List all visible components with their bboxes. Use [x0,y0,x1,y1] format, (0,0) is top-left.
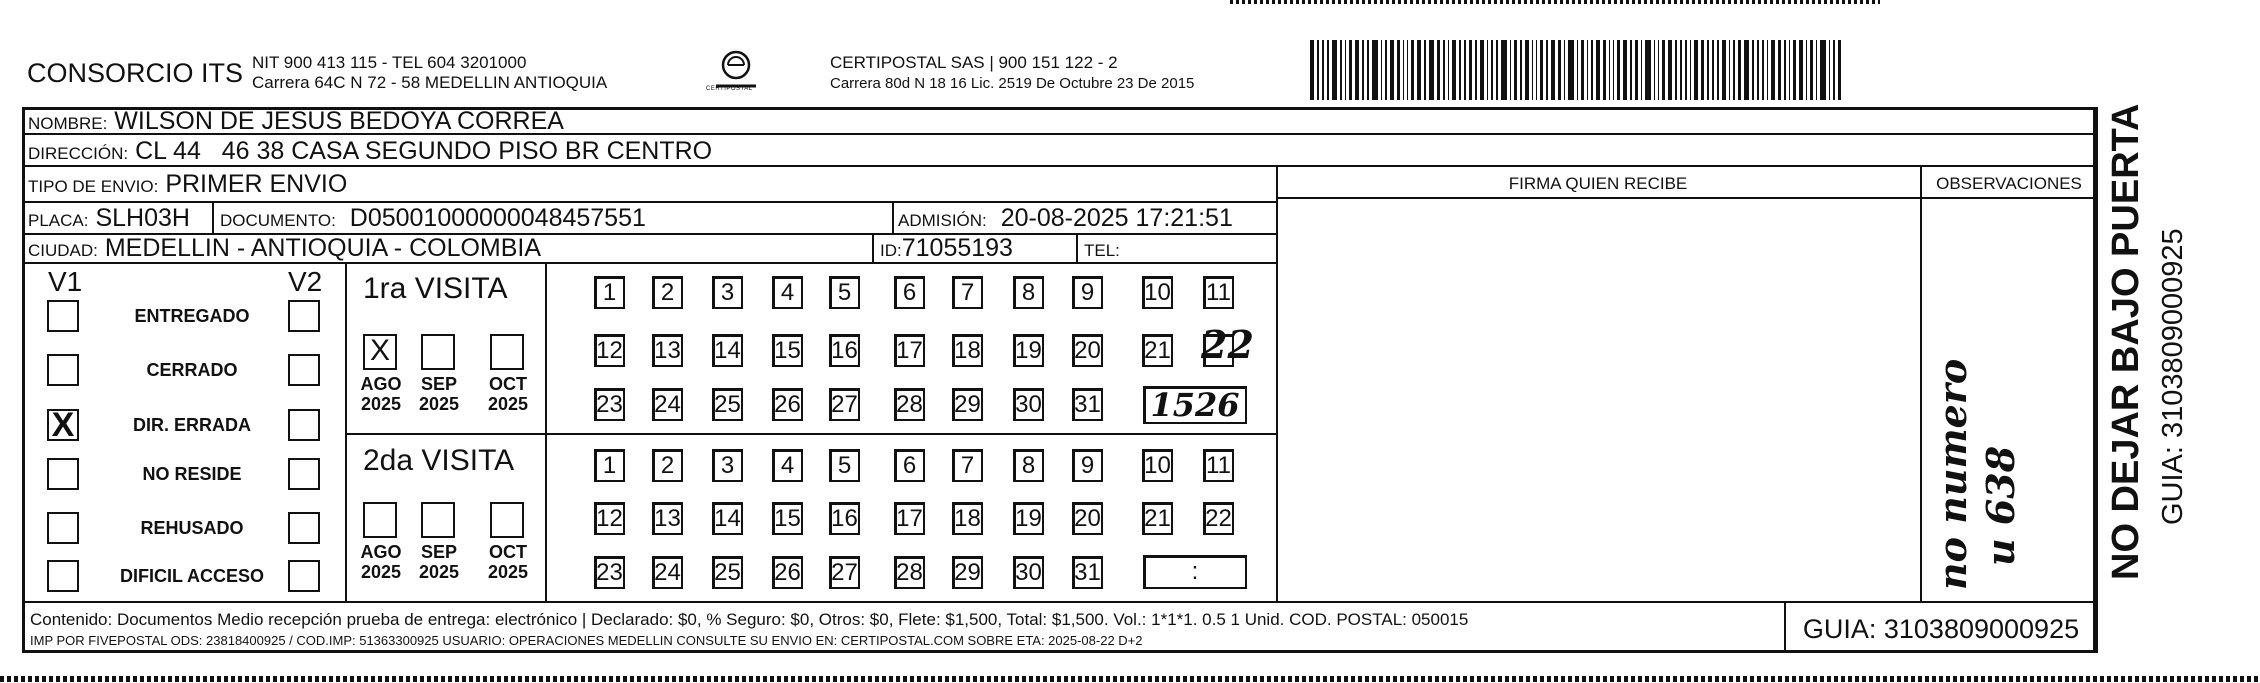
visit2-day-box: 15 [772,502,803,535]
tel-label: TEL: [1084,241,1120,260]
status-v2-checkbox [288,300,320,332]
barcode-bar [1525,40,1529,100]
visit2-day-box: 10 [1142,449,1173,482]
observaciones-header: OBSERVACIONES [1936,174,2082,193]
barcode-bar [1645,40,1651,100]
barcode-bar [1744,40,1750,100]
barcode-bar [1464,40,1467,100]
top-cut-strip [1230,0,1880,4]
barcode-bar [1475,40,1476,100]
visit2-day-box: 8 [1013,449,1044,482]
barcode-bar [1784,40,1785,100]
barcode-bar [1407,40,1408,100]
firma-header: FIRMA QUIEN RECIBE [1508,174,1688,193]
carrier-logo-text: CERTIPOSTAL [706,86,753,92]
visit2-day-box: 1 [594,449,625,482]
barcode-bar [1491,40,1492,100]
barcode-bar [1816,40,1817,100]
visit2-day-box: 6 [894,449,925,482]
visit1-day-box: 26 [772,388,803,421]
barcode-bar [1613,40,1614,100]
divider [345,433,1276,435]
barcode-bar [1630,40,1631,100]
documento-field [220,204,646,235]
barcode-bar [1685,40,1686,100]
visit1-day-box: 24 [652,388,683,421]
barcode-bar [1355,40,1359,100]
barcode-bar [1694,40,1698,100]
visit1-day-box: 14 [712,334,743,367]
visit1-day-box: 13 [652,334,683,367]
visit2-day-box: 17 [894,502,925,535]
barcode-bar [1385,40,1386,100]
visit1-day-box: 7 [952,276,983,309]
nombre-value: WILSON DE JESUS BEDOYA CORREA [114,107,564,135]
visit1-day-box: 29 [952,388,983,421]
bottom-cut-strip [0,676,2260,682]
status-label: NO RESIDE [142,464,242,484]
visit2-day-box: 24 [652,556,683,589]
side-guia: GUIA: 3103809000925 [2157,228,2189,525]
visit2-month-year: 2025 [487,562,529,582]
barcode-bar [1546,40,1547,100]
visit1-day-box: 20 [1072,334,1103,367]
status-v2-checkbox [288,560,320,592]
visit1-day-box: 15 [772,334,803,367]
carrier-nit: CERTIPOSTAL SAS | 900 151 122 - 2 [830,53,1118,72]
status-v1-checkbox [47,560,79,592]
status-v1-checkbox [47,300,79,332]
barcode-bar [1459,40,1460,100]
barcode-bar [1717,40,1718,100]
visit2-month-year: 2025 [360,562,402,582]
visit2-day-box: 18 [952,502,983,535]
barcode-bar [1487,40,1488,100]
barcode-bar [1362,40,1363,100]
observaciones-line1: no numero [1930,358,1975,590]
status-label: DIFICIL ACCESO [119,566,264,586]
id-value: 71055193 [901,234,1013,262]
barcode-bar [1771,40,1775,100]
visit1-day-box: 6 [894,276,925,309]
divider [1076,233,1078,262]
nombre-row [28,107,564,138]
carrier-address: Carrera 80d N 18 16 Lic. 2519 De Octubre 23 De 2015 [830,75,1195,92]
no-dejar-bajo-puerta: NO DEJAR BAJO PUERTA [2105,103,2147,580]
visit1-month-year: 2025 [487,394,529,414]
visit1-month-box [421,334,455,370]
ciudad-value: MEDELLIN - ANTIOQUIA - COLOMBIA [104,234,542,262]
visit1-day-box: 16 [829,334,860,367]
barcode-bar [1596,40,1600,100]
status-v2-checkbox [288,409,320,441]
status-v1-checkbox [47,354,79,386]
tipo-row [28,170,347,201]
visit1-marked-day: 22 [1201,322,1254,367]
barcode-bar [1591,40,1592,100]
barcode-bar [1662,40,1665,100]
visit1-title: 1ra VISITA [363,272,508,305]
barcode-bar [1536,40,1537,100]
barcode-bar [1327,40,1328,100]
barcode-bar [1381,40,1382,100]
barcode-bar [1437,40,1440,100]
barcode-bar [1778,40,1781,100]
barcode-bar [1587,40,1588,100]
barcode-bar [1799,40,1803,100]
visit2-time: : [1143,555,1247,589]
barcode-bar [1793,40,1796,100]
visit1-day-box: 12 [594,334,625,367]
visit1-month-box: X [363,334,397,370]
visit2-day-box: 23 [594,556,625,589]
company-name: CONSORCIO ITS [27,58,244,88]
barcode-bar [1690,40,1691,100]
visit2-day-box: 28 [894,556,925,589]
barcode-bar [1762,40,1763,100]
barcode-bar [1635,40,1638,100]
placa-field [28,204,190,235]
status-label: CERRADO [146,360,238,380]
barcode-bar [1675,40,1676,100]
barcode-bar [1417,40,1421,100]
visit2-day-box: 12 [594,502,625,535]
barcode-bar [1317,40,1318,100]
visit1-month-label: AGO [360,374,402,394]
visit1-day-box: 23 [594,388,625,421]
barcode-bar [1510,40,1511,100]
divider [892,201,894,233]
company-nit: NIT 900 413 115 - TEL 604 3201000 [252,53,527,72]
barcode-bar [1654,40,1655,100]
barcode-bar [1581,40,1584,100]
visit1-day-box: 10 [1142,276,1173,309]
visit1-day-box: 19 [1013,334,1044,367]
visit2-month-label: OCT [489,542,527,562]
visit1-month-year: 2025 [418,394,460,414]
visit2-title: 2da VISITA [363,444,515,477]
barcode-bar [1332,40,1338,100]
visit2-day-box: 4 [772,449,803,482]
visit1-day-box: 17 [894,334,925,367]
barcode-bar [1469,40,1472,100]
visit2-day-box: 16 [829,502,860,535]
barcode-bar [1729,40,1730,100]
barcode-bar [1480,40,1484,100]
barcode-bar [1501,40,1507,100]
barcode-bar [1367,40,1370,100]
barcode-bar [1668,40,1672,100]
barcode-bar [1558,40,1561,100]
visit2-day-box: 20 [1072,502,1103,535]
barcode-bar [1603,40,1606,100]
visit1-day-box: 31 [1072,388,1103,421]
barcode-bar [1722,40,1726,100]
barcode-bar [1424,40,1425,100]
placa-label: PLACA: [28,211,89,230]
visit1-day-box: 18 [952,334,983,367]
status-label: DIR. ERRADA [132,415,251,435]
barcode-bar [1551,40,1555,100]
barcode-bar [1540,40,1543,100]
visit1-month-label: SEP [420,374,458,394]
visit1-month-year: 2025 [360,394,402,414]
visit2-month-label: SEP [420,542,458,562]
barcode-bar [1443,40,1444,100]
barcode-bar [1641,40,1642,100]
direccion-value: CL 44 46 38 CASA SEGUNDO PISO BR CENTRO [135,137,713,165]
barcode-bar [1397,40,1400,100]
visit1-day-box: 1 [594,276,625,309]
v1-header: V1 [48,266,83,297]
visit2-day-box: 9 [1072,449,1103,482]
visit2-month-year: 2025 [418,562,460,582]
tipo-value: PRIMER ENVIO [165,170,348,198]
divider [345,262,347,601]
status-label: ENTREGADO [134,306,250,326]
barcode-bar [1411,40,1414,100]
status-v1-checkbox [47,512,79,544]
barcode-bar [1340,40,1341,100]
barcode-bar [1372,40,1378,100]
barcode-bar [1789,40,1790,100]
status-label: REHUSADO [140,518,244,538]
barcode-bar [1520,40,1521,100]
visit2-day-box: 13 [652,502,683,535]
visit1-day-box: 9 [1072,276,1103,309]
status-v1-checkbox: X [47,409,79,441]
visit2-day-box: 21 [1142,502,1173,535]
barcode-bar [1568,40,1574,100]
visit2-day-box: 30 [1013,556,1044,589]
visit2-day-box: 2 [652,449,683,482]
barcode-bar [1452,40,1456,100]
visit2-day-box: 5 [829,449,860,482]
barcode-bar [1577,40,1578,100]
barcode [1310,40,1858,100]
visit2-day-box: 11 [1203,449,1234,482]
divider [22,201,1276,203]
visit2-day-box: 26 [772,556,803,589]
barcode-bar [1403,40,1404,100]
nombre-label: NOMBRE: [28,114,108,133]
barcode-bar [1738,40,1741,100]
tipo-label: TIPO DE ENVIO: [28,177,159,196]
barcode-bar [1345,40,1346,100]
admision-field [898,204,1233,235]
visit1-day-box: 8 [1013,276,1044,309]
visit1-day-box: 21 [1142,334,1173,367]
ciudad-label: CIUDAD: [28,241,98,260]
barcode-bar [1310,40,1314,100]
barcode-bar [1496,40,1499,100]
id-label: ID: [880,241,902,260]
barcode-bar [1829,40,1830,100]
documento-value: D05001000000048457551 [349,204,646,232]
visit1-time: 1526 [1143,386,1247,424]
visit1-day-box: 4 [772,276,803,309]
company-address: Carrera 64C N 72 - 58 MEDELLIN ANTIOQUIA [252,73,608,92]
barcode-bar [1564,40,1565,100]
visit1-day-box: 28 [894,388,925,421]
direccion-row [28,137,712,168]
barcode-bar [1767,40,1768,100]
visit2-month-box [421,502,455,538]
tel-field [1084,234,1120,265]
divider [872,233,874,262]
visit2-day-box: 22 [1203,502,1234,535]
barcode-bar [1838,40,1841,100]
barcode-bar [1757,40,1760,100]
v2-header: V2 [288,266,323,297]
visit2-month-label: AGO [360,542,402,562]
status-v2-checkbox [288,512,320,544]
admision-label: ADMISIÓN: [898,211,987,230]
visit1-day-box: 27 [829,388,860,421]
visit2-day-box: 25 [712,556,743,589]
documento-label: DOCUMENTO: [220,211,336,230]
divider [212,201,214,233]
visit2-day-box: 3 [712,449,743,482]
visit2-day-box: 27 [829,556,860,589]
id-field [880,234,1013,265]
visit1-day-box: 3 [712,276,743,309]
barcode-bar [1680,40,1683,100]
barcode-bar [1322,40,1325,100]
visit2-day-box: 14 [712,502,743,535]
visit2-month-box [363,502,397,538]
barcode-bar [1733,40,1734,100]
visit1-day-box: 2 [652,276,683,309]
barcode-bar [1712,40,1715,100]
barcode-bar [1617,40,1620,100]
barcode-bar [1390,40,1394,100]
direccion-label: DIRECCIÓN: [28,144,129,163]
visit1-day-box: 25 [712,388,743,421]
admision-value: 20-08-2025 17:21:51 [1000,204,1233,232]
barcode-bar [1752,40,1753,100]
barcode-bar [1429,40,1435,100]
ciudad-field [28,234,541,265]
barcode-bar [1623,40,1627,100]
barcode-bar [1658,40,1659,100]
barcode-bar [1701,40,1704,100]
barcode-bar [1707,40,1708,100]
footer-contents: Contenido: Documentos Medio recepción prueba de entrega: electrónico | Declarado: $0, % Seguro: $0, Otros: $0, Flete: $1,500, Total: $1,500. Vol.: 1*1*1. 0.5 1 Unid. COD. POSTAL: 050015 [30,610,1469,629]
visit1-day-box: 5 [829,276,860,309]
visit2-day-box: 7 [952,449,983,482]
barcode-bar [1810,40,1813,100]
visit2-day-box: 29 [952,556,983,589]
divider [1276,197,2096,199]
barcode-bar [1833,40,1834,100]
visit1-month-label: OCT [489,374,527,394]
visit1-month-box [490,334,524,370]
barcode-bar [1532,40,1533,100]
status-v2-checkbox [288,458,320,490]
placa-value: SLH03H [95,204,190,232]
barcode-bar [1448,40,1449,100]
visit2-day-box: 19 [1013,502,1044,535]
visit1-day-box: 11 [1203,276,1234,309]
visit2-month-box [490,502,524,538]
status-v2-checkbox [288,354,320,386]
status-v1-checkbox [47,458,79,490]
barcode-bar [1349,40,1352,100]
divider [545,262,547,601]
footer-guia: GUIA: 3103809000925 [1802,614,2080,644]
barcode-bar [1609,40,1610,100]
divider [1276,165,1278,601]
barcode-bar [1806,40,1807,100]
footer-print-info: IMP POR FIVEPOSTAL ODS: 23818400925 / COD.IMP: 51363300925 USUARIO: OPERACIONES MEDELLIN CONSULTE SU ENVIO EN: CERTIPOSTAL.COM SOBRE ETA: 2025-08-22 D+2 [30,633,1143,648]
observaciones-line2: u 638 [1978,445,2023,566]
visit2-day-box: 31 [1072,556,1103,589]
barcode-bar [1514,40,1517,100]
visit1-day-box: 30 [1013,388,1044,421]
barcode-bar [1820,40,1826,100]
